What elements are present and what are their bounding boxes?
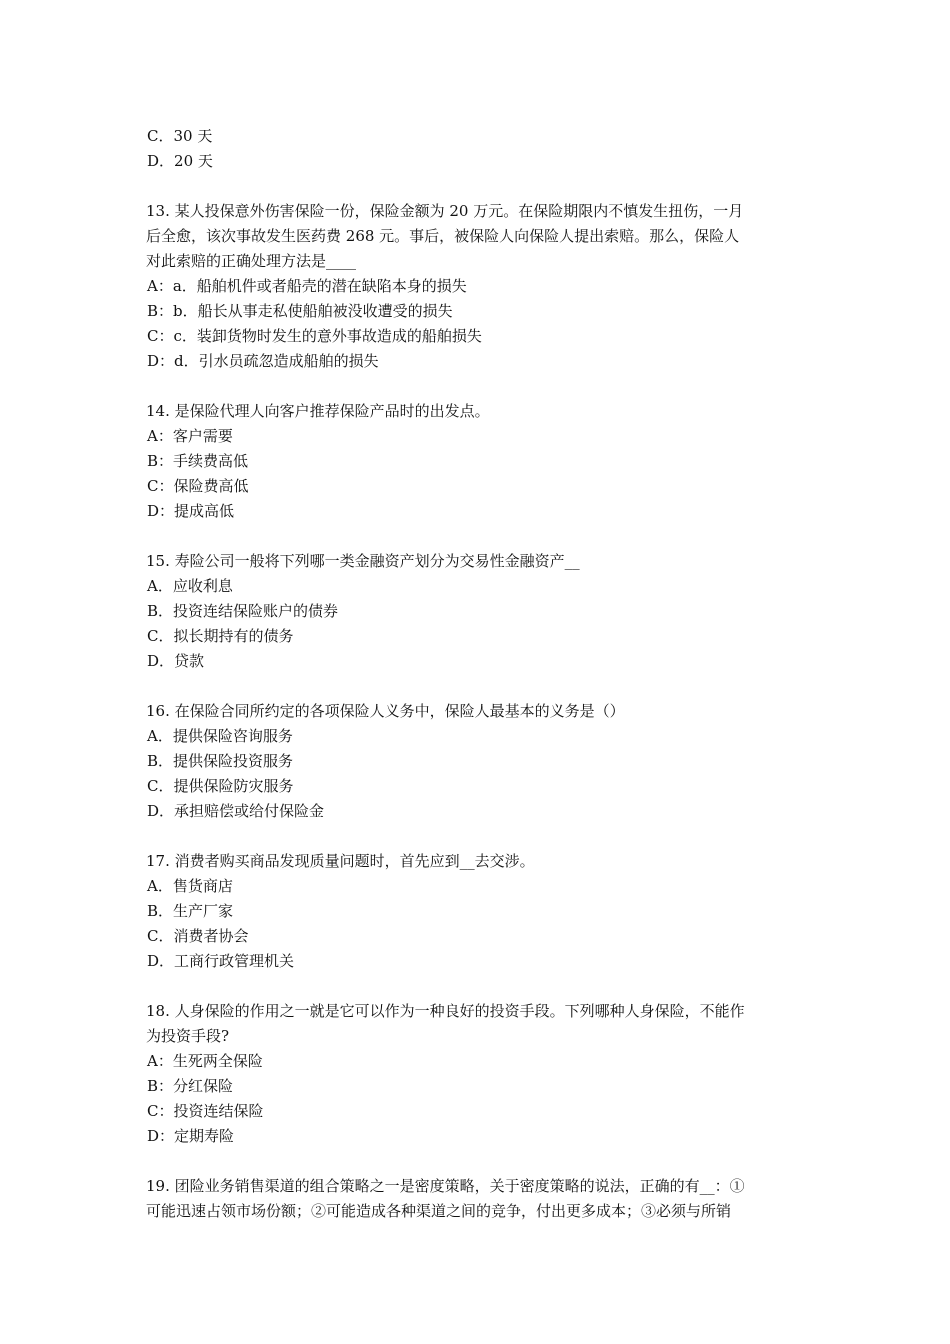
option: C．30 天 <box>147 127 213 145</box>
question-text <box>146 699 808 724</box>
option-b: B．生产厂家 <box>147 902 234 920</box>
option-a: A：a．船舶机件或者船壳的潜在缺陷本身的损失 <box>147 277 467 295</box>
question-16 <box>146 699 808 824</box>
option-a: A．售货商店 <box>147 877 233 895</box>
option-b: B：分红保险 <box>147 1077 234 1095</box>
document-page <box>146 124 808 1224</box>
question-15 <box>146 549 808 674</box>
question-options <box>146 724 808 824</box>
question-line: 14. 是保险代理人向客户推荐保险产品时的出发点。 <box>146 402 490 420</box>
option-d: D．工商行政管理机关 <box>147 952 295 970</box>
question-line: 17. 消费者购买商品发现质量问题时，首先应到__去交涉。 <box>146 852 535 870</box>
leading-options <box>146 124 808 174</box>
option: D．20 天 <box>147 152 213 170</box>
question-line: 可能迅速占领市场份额；②可能造成各种渠道之间的竞争，付出更多成本；③必须与所销 <box>146 1202 732 1220</box>
question-text <box>146 1174 808 1224</box>
option-d: D．贷款 <box>147 652 205 670</box>
question-line: 15. 寿险公司一般将下列哪一类金融资产划分为交易性金融资产__ <box>146 552 580 570</box>
option-a: A：生死两全保险 <box>147 1052 263 1070</box>
question-options <box>146 574 808 674</box>
question-text <box>146 399 808 424</box>
option-b: B．投资连结保险账户的债券 <box>147 602 339 620</box>
question-text <box>146 549 808 574</box>
question-options <box>146 274 808 374</box>
option-c: C．拟长期持有的债务 <box>147 627 294 645</box>
option-d: D．承担赔偿或给付保险金 <box>147 802 325 820</box>
question-19 <box>146 1174 808 1224</box>
question-options <box>146 424 808 524</box>
question-line: 16. 在保险合同所约定的各项保险人义务中，保险人最基本的义务是（） <box>146 702 625 720</box>
question-options <box>146 874 808 974</box>
question-17 <box>146 849 808 974</box>
question-text <box>146 199 808 274</box>
option-c: C．提供保险防灾服务 <box>147 777 294 795</box>
question-13 <box>146 199 808 374</box>
option-b: B：手续费高低 <box>147 452 249 470</box>
question-line: 为投资手段? <box>146 1027 230 1045</box>
option-b: B：b．船长从事走私使船舶被没收遭受的损失 <box>147 302 453 320</box>
option-c: C：保险费高低 <box>147 477 249 495</box>
question-text <box>146 999 808 1049</box>
question-18 <box>146 999 808 1149</box>
option-c: C．消费者协会 <box>147 927 249 945</box>
option-a: A．提供保险咨询服务 <box>147 727 293 745</box>
question-line: 18. 人身保险的作用之一就是它可以作为一种良好的投资手段。下列哪种人身保险，不能作 <box>146 1002 745 1020</box>
option-a: A．应收利息 <box>147 577 233 595</box>
option-b: B．提供保险投资服务 <box>147 752 294 770</box>
question-line: 后全愈，该次事故发生医药费 268 元。事后，被保险人向保险人提出索赔。那么，保险人 <box>146 227 740 245</box>
option-c: C：c．装卸货物时发生的意外事故造成的船舶损失 <box>147 327 482 345</box>
question-line: 19. 团险业务销售渠道的组合策略之一是密度策略，关于密度策略的说法，正确的有__：① <box>146 1177 745 1195</box>
option-d: D：提成高低 <box>147 502 235 520</box>
question-options <box>146 1049 808 1149</box>
question-line: 13. 某人投保意外伤害保险一份，保险金额为 20 万元。在保险期限内不慎发生扭伤，一月 <box>146 202 744 220</box>
option-d: D：定期寿险 <box>147 1127 235 1145</box>
question-text <box>146 849 808 874</box>
option-c: C：投资连结保险 <box>147 1102 264 1120</box>
question-line: 对此索赔的正确处理方法是____ <box>146 252 357 270</box>
option-d: D：d．引水员疏忽造成船舶的损失 <box>147 352 379 370</box>
question-14 <box>146 399 808 524</box>
option-a: A：客户需要 <box>147 427 233 445</box>
